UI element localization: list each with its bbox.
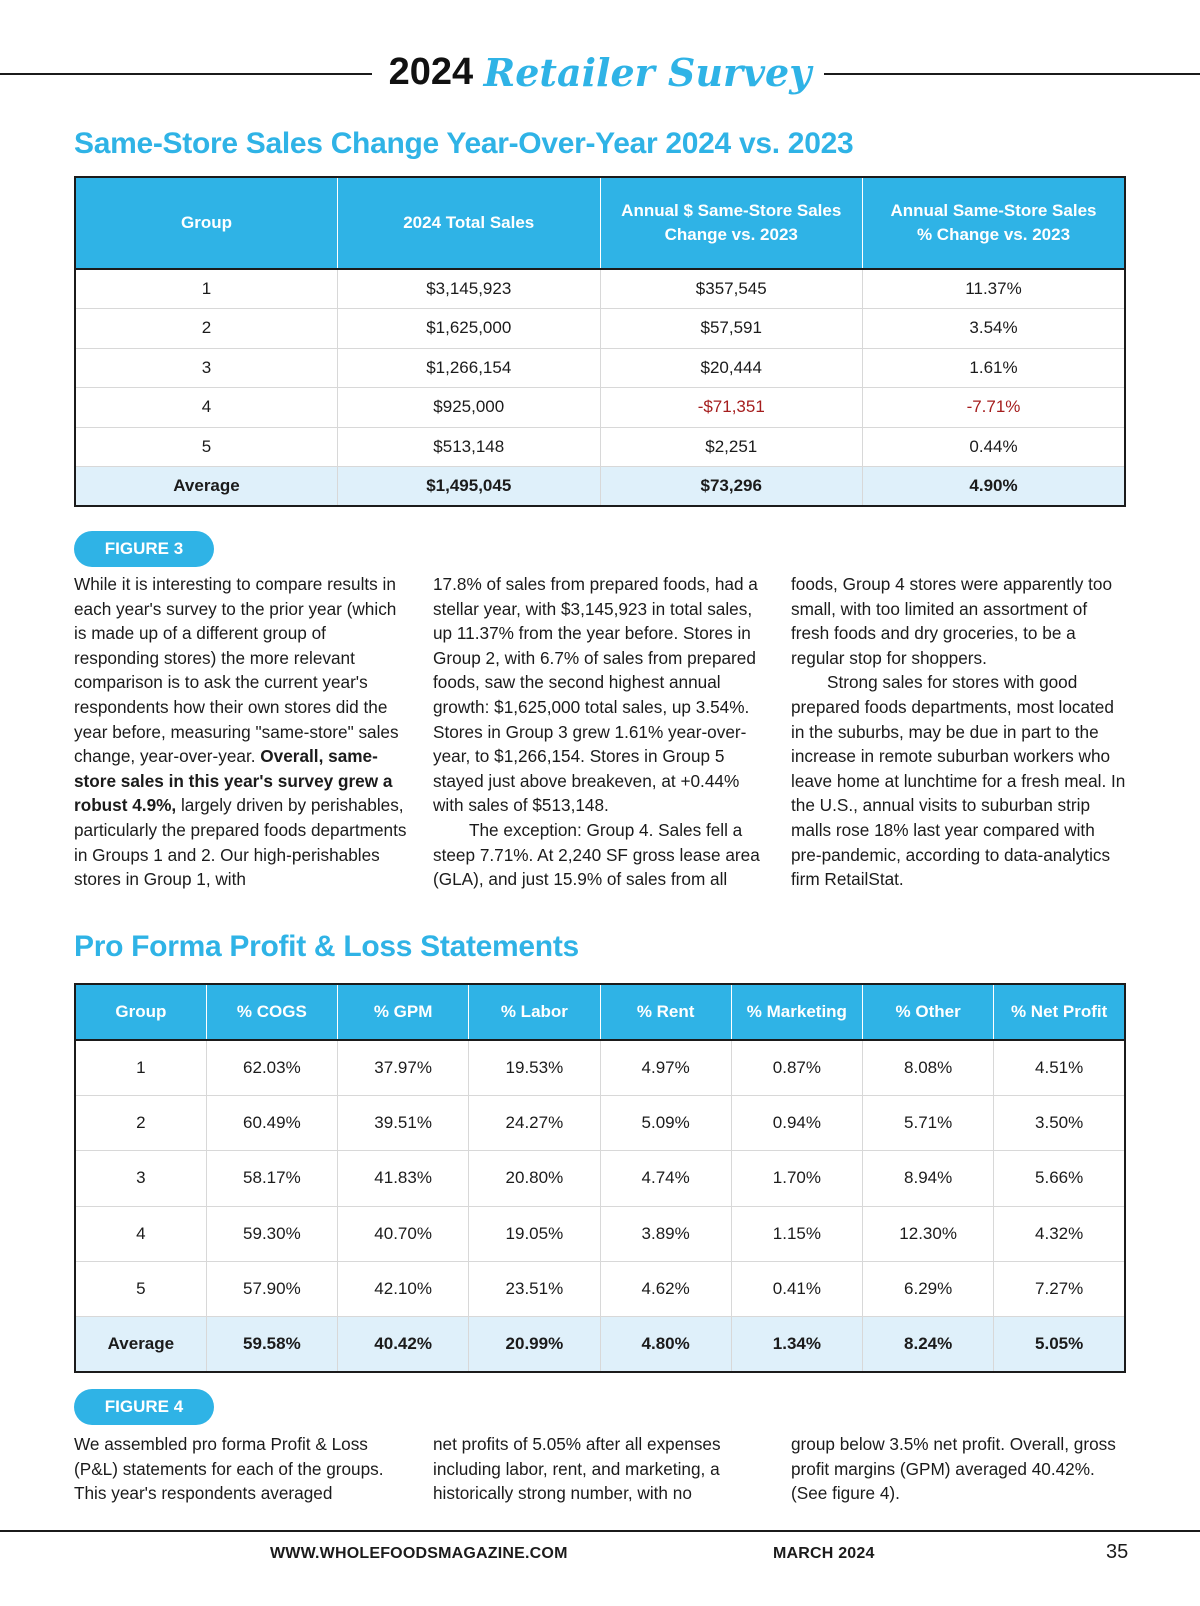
table-cell: 40.70% (338, 1206, 469, 1261)
table-row (75, 1262, 1125, 1317)
table-average-row (75, 467, 1125, 507)
table-cell: 40.42% (338, 1317, 469, 1372)
table-cell: 1.61% (863, 348, 1126, 388)
table-cell: 2 (75, 1095, 206, 1150)
table-cell: 24.27% (469, 1095, 600, 1150)
table-cell: 39.51% (338, 1095, 469, 1150)
table-cell: 42.10% (338, 1262, 469, 1317)
bold-text: Overall, same-store sales in this year's survey grew a robust 4.9%, (74, 746, 393, 816)
table-row (75, 1040, 1125, 1095)
table-row (75, 309, 1125, 349)
table-row (75, 388, 1125, 428)
table-cell: 8.08% (863, 1040, 994, 1095)
table-cell: 8.24% (863, 1317, 994, 1372)
table-cell: 5.05% (994, 1317, 1125, 1372)
table-cell: 0.94% (731, 1095, 862, 1150)
body-column-3-bottom (791, 1432, 1126, 1506)
table-row (75, 269, 1125, 309)
table-cell: 1 (75, 269, 338, 309)
table-cell: 1.15% (731, 1206, 862, 1261)
table-cell: 3 (75, 348, 338, 388)
table-header-row (75, 177, 1125, 269)
table-cell: 37.97% (338, 1040, 469, 1095)
page-header (384, 50, 816, 95)
paragraph (74, 572, 409, 892)
table-cell: 60.49% (206, 1095, 337, 1150)
table-cell: 3.89% (600, 1206, 731, 1261)
body-column-2-bottom (433, 1432, 771, 1506)
table-cell: 23.51% (469, 1262, 600, 1317)
paragraph: We assembled pro forma Profit & Loss (P&L) statements for each of the groups. This year's respondents averaged (74, 1434, 384, 1504)
section-title-profit-loss: Pro Forma Profit & Loss Statements (74, 930, 579, 963)
column-header: % Labor (469, 984, 600, 1040)
table-cell: 7.27% (994, 1262, 1125, 1317)
paragraph: Strong sales for stores with good prepared foods departments, most located in the suburbs, may be due in part to the increase in remote suburban workers who leave home at lunchtime for a fresh meal. In the U.S., annual visits to suburban strip malls rose 18% last year compared with pre-pandemic, according to data-analytics firm RetailStat. (791, 672, 1126, 890)
paragraph: group below 3.5% net profit. Overall, gross profit margins (GPM) averaged 40.42%. (See figure 4). (791, 1434, 1116, 1504)
table-row (75, 348, 1125, 388)
table-row (75, 1151, 1125, 1206)
table-cell: 20.99% (469, 1317, 600, 1372)
table-cell: 19.53% (469, 1040, 600, 1095)
table-cell: $925,000 (338, 388, 601, 428)
body-column-1 (74, 572, 409, 892)
table-cell: 1.34% (731, 1317, 862, 1372)
table-cell: 58.17% (206, 1151, 337, 1206)
table-cell: 3.50% (994, 1095, 1125, 1150)
table-cell-negative: -$71,351 (600, 388, 863, 428)
table-cell: $73,296 (600, 467, 863, 507)
text-run: largely driven by perishables, particularly the prepared foods departments in Groups 1 and 2. Our high-perishables stores in Group 1, with (74, 795, 407, 890)
table-cell: $57,591 (600, 309, 863, 349)
profit-loss-table (74, 983, 1126, 1373)
table-cell: 59.58% (206, 1317, 337, 1372)
table-cell: 4 (75, 388, 338, 428)
table-cell: 59.30% (206, 1206, 337, 1261)
column-header: % COGS (206, 984, 337, 1040)
table-cell: Average (75, 1317, 206, 1372)
header-year: 2024 (388, 51, 474, 93)
figure-3-label: FIGURE 3 (74, 531, 214, 567)
column-header: Group (75, 984, 206, 1040)
table-cell: 11.37% (863, 269, 1126, 309)
table-cell: 41.83% (338, 1151, 469, 1206)
table-cell: 3 (75, 1151, 206, 1206)
page-number: 35 (1106, 1541, 1129, 1563)
table-cell: 4.97% (600, 1040, 731, 1095)
table-cell: 4.80% (600, 1317, 731, 1372)
table-cell: $2,251 (600, 427, 863, 467)
table-row (75, 427, 1125, 467)
table-cell: $1,266,154 (338, 348, 601, 388)
table-cell: 12.30% (863, 1206, 994, 1261)
paragraph: net profits of 5.05% after all expenses including labor, rent, and marketing, a historically strong number, with no (433, 1434, 721, 1504)
footer-rule (0, 1530, 1200, 1532)
table-cell: 62.03% (206, 1040, 337, 1095)
table-average-row (75, 1317, 1125, 1372)
paragraph: The exception: Group 4. Sales fell a steep 7.71%. At 2,240 SF gross lease area (GLA), and just 15.9% of sales from all (433, 819, 760, 890)
paragraph: foods, Group 4 stores were apparently too small, with too limited an assortment of fresh foods and dry groceries, to be a regular stop for shoppers. (791, 574, 1113, 668)
table-cell: $1,625,000 (338, 309, 601, 349)
table-cell: 5.71% (863, 1095, 994, 1150)
body-column-3 (791, 572, 1126, 892)
table-cell: Average (75, 467, 338, 507)
table-cell: 20.80% (469, 1151, 600, 1206)
table-cell: 3.54% (863, 309, 1126, 349)
column-header: % GPM (338, 984, 469, 1040)
figure-4-label: FIGURE 4 (74, 1389, 214, 1425)
header-rule-right (824, 73, 1200, 75)
table-cell: 19.05% (469, 1206, 600, 1261)
table-cell: $20,444 (600, 348, 863, 388)
table-cell-negative: -7.71% (863, 388, 1126, 428)
column-header: Annual Same-Store Sales % Change vs. 2023 (863, 177, 1126, 269)
same-store-sales-table (74, 176, 1126, 507)
column-header: % Rent (600, 984, 731, 1040)
table-cell: 0.44% (863, 427, 1126, 467)
text-run: While it is interesting to compare results in each year's survey to the prior year (which is made up of a different group of responding stores) the more relevant comparison is to ask the current year's respondents how their own stores did the year before, measuring "same-store" sales change, year-over-year. (74, 574, 399, 767)
table-cell: 57.90% (206, 1262, 337, 1317)
header-title: Retailer Survey (483, 50, 812, 95)
table-cell: $357,545 (600, 269, 863, 309)
column-header: 2024 Total Sales (338, 177, 601, 269)
table-cell: 8.94% (863, 1151, 994, 1206)
column-header: % Net Profit (994, 984, 1125, 1040)
table-row (75, 1095, 1125, 1150)
column-header: Group (75, 177, 338, 269)
table-cell: 4.90% (863, 467, 1126, 507)
table-cell: 2 (75, 309, 338, 349)
table-cell: 5.66% (994, 1151, 1125, 1206)
body-column-1-bottom (74, 1432, 409, 1506)
table-cell: $1,495,045 (338, 467, 601, 507)
table-header-row (75, 984, 1125, 1040)
table-cell: 4.74% (600, 1151, 731, 1206)
header-rule-left (0, 73, 372, 75)
table-cell: 4.62% (600, 1262, 731, 1317)
table-cell: $3,145,923 (338, 269, 601, 309)
table-cell: 4 (75, 1206, 206, 1261)
table-cell: 4.32% (994, 1206, 1125, 1261)
column-header: % Marketing (731, 984, 862, 1040)
column-header: Annual $ Same-Store Sales Change vs. 2023 (600, 177, 863, 269)
table-cell: 1.70% (731, 1151, 862, 1206)
paragraph: 17.8% of sales from prepared foods, had a stellar year, with $3,145,923 in total sales, up 11.37% from the year before. Stores in Group 2, with 6.7% of sales from prepared foods, saw the second highest annual growth: $1,625,000 total sales, up 3.54%. Stores in Group 3 grew 1.61% year-over-year, to $1,266,154. Stores in Group 5 stayed just above breakeven, at +0.44% with sales of $513,148. (433, 574, 758, 816)
table-cell: 5.09% (600, 1095, 731, 1150)
table-cell: 6.29% (863, 1262, 994, 1317)
table-row (75, 1206, 1125, 1261)
footer-website: WWW.WHOLEFOODSMAGAZINE.COM (270, 1545, 568, 1562)
table-cell: $513,148 (338, 427, 601, 467)
footer-date: MARCH 2024 (773, 1545, 875, 1562)
section-title-same-store-sales: Same-Store Sales Change Year-Over-Year 2024 vs. 2023 (74, 127, 854, 160)
table-cell: 4.51% (994, 1040, 1125, 1095)
table-cell: 5 (75, 1262, 206, 1317)
table-cell: 1 (75, 1040, 206, 1095)
body-column-2 (433, 572, 771, 892)
table-cell: 0.41% (731, 1262, 862, 1317)
table-cell: 0.87% (731, 1040, 862, 1095)
column-header: % Other (863, 984, 994, 1040)
table-cell: 5 (75, 427, 338, 467)
